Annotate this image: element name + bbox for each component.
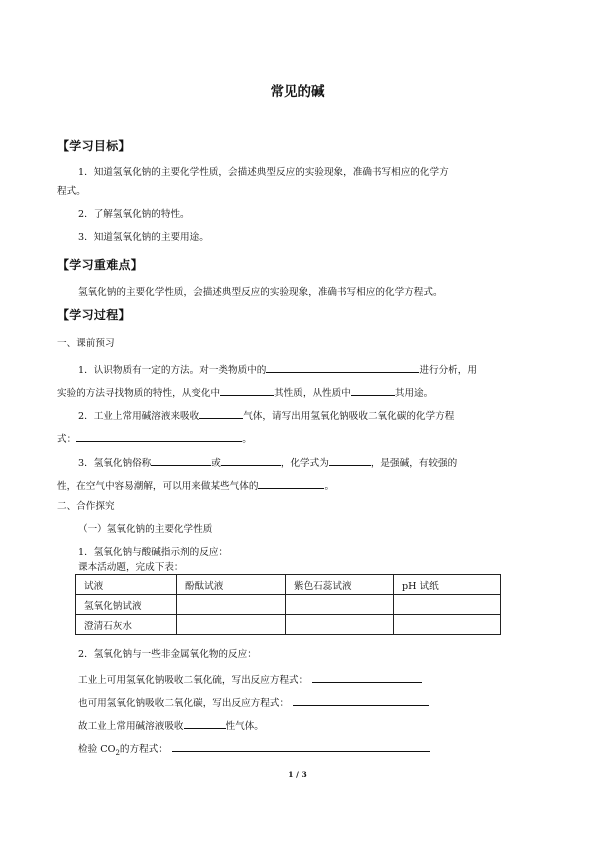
goal-2: 2．了解氢氧化钠的特性。	[78, 209, 190, 220]
table-cell-answer[interactable]	[394, 615, 501, 635]
blank-field[interactable]	[351, 384, 395, 396]
table-cell-answer[interactable]	[394, 595, 501, 615]
blank-field[interactable]	[312, 671, 422, 683]
so2-equation-line: 工业上可用氢氧化钠吸收二氧化硫，写出反应方程式：	[78, 671, 422, 687]
blank-field[interactable]	[258, 477, 324, 489]
table-header-cell: 试液	[76, 575, 177, 595]
preview-item-3-cont: 性，在空气中容易潮解，可以用来做某些气体的 。	[57, 477, 334, 493]
table-header-cell: 酚酞试液	[177, 575, 286, 595]
blank-field[interactable]	[266, 361, 419, 373]
table-cell-answer[interactable]	[286, 595, 394, 615]
goal-3: 3．知道氢氧化钠的主要用途。	[78, 232, 209, 243]
part-two-heading: 二、合作探究	[57, 501, 115, 512]
blank-field[interactable]	[220, 384, 274, 396]
process-heading: 【学习过程】	[57, 308, 131, 322]
part-one-heading: 一、课前预习	[57, 338, 115, 349]
goals-heading: 【学习目标】	[57, 139, 131, 153]
table-cell: 氢氧化钠试液	[76, 595, 177, 615]
blank-field[interactable]	[329, 454, 371, 466]
blank-field[interactable]	[293, 694, 429, 706]
blank-field[interactable]	[76, 430, 242, 442]
table-cell-answer[interactable]	[177, 615, 286, 635]
key-points-text: 氢氧化钠的主要化学性质，会描述典型反应的实验现象，准确书写相应的化学方程式。	[78, 287, 443, 298]
key-points-heading: 【学习重难点】	[57, 258, 144, 272]
preview-item-3: 3．氢氧化钠俗称 或 ，化学式为 ，是强碱，有较强的	[78, 454, 457, 470]
table-intro: 课本活动题，完成下表：	[78, 562, 184, 573]
activity-item-1: 1．氢氧化钠与酸碱指示剂的反应：	[78, 547, 229, 558]
preview-item-1: 1．认识物质有一定的方法。对一类物质中的 进行分析，用	[78, 361, 477, 377]
activity-item-2: 2．氢氧化钠与一些非金属氧化物的反应：	[78, 649, 257, 660]
table-header-cell: 紫色石蕊试液	[286, 575, 394, 595]
acid-gas-line: 故工业上常用碱溶液吸收 性气体。	[78, 717, 264, 733]
blank-field[interactable]	[184, 717, 226, 729]
goal-1-cont: 程式。	[57, 186, 86, 197]
page-title: 常见的碱	[270, 84, 325, 100]
table-row	[76, 595, 501, 615]
table-cell-answer[interactable]	[177, 595, 286, 615]
blank-field[interactable]	[199, 407, 243, 419]
goal-1: 1．知道氢氧化钠的主要化学性质，会描述典型反应的实验现象，准确书写相应的化学方	[78, 167, 449, 178]
table-row	[76, 615, 501, 635]
preview-item-2-cont: 式： 。	[57, 430, 252, 446]
table-header-row	[76, 575, 501, 595]
preview-item-2: 2．工业上常用碱溶液来吸收 气体，请写出用氢氧化钠吸收二氧化碳的化学方程	[78, 407, 454, 423]
subsection-1-heading: （一）氢氧化钠的主要化学性质	[78, 524, 213, 535]
blank-field[interactable]	[172, 740, 430, 752]
indicator-table	[75, 574, 501, 635]
page-number: 1 / 3	[288, 770, 307, 779]
preview-item-1-cont: 实验的方法寻找物质的特性，从变化中 其性质，从性质中 其用途。	[57, 384, 433, 400]
table-cell: 澄清石灰水	[76, 615, 177, 635]
table-cell-answer[interactable]	[286, 615, 394, 635]
blank-field[interactable]	[151, 454, 211, 466]
blank-field[interactable]	[221, 454, 281, 466]
co2-equation-line: 也可用氢氧化钠吸收二氧化碳，写出反应方程式：	[78, 694, 429, 710]
co2-test-line: 检验 $CO_2$的方程式：	[78, 740, 430, 760]
table-header-cell: pH 试纸	[394, 575, 501, 595]
